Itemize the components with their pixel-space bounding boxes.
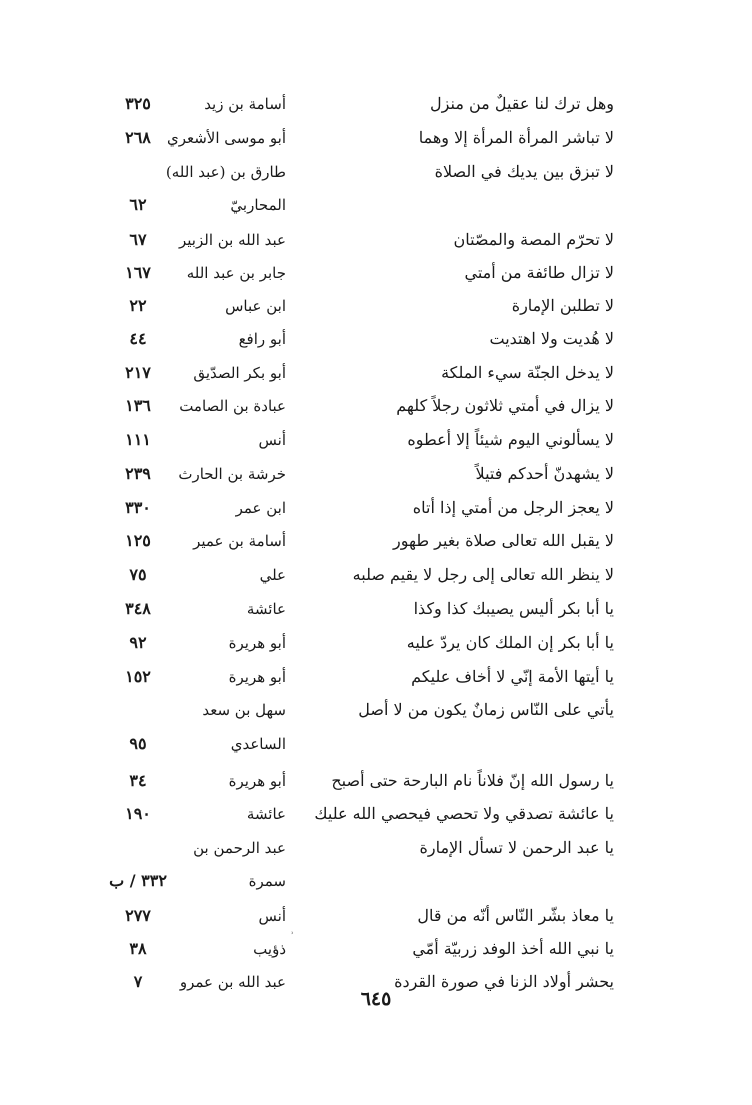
index-row [0, 693, 752, 727]
page-ref: ٧ [133, 972, 143, 991]
index-row [0, 87, 752, 121]
narrator-name: ذؤيب [253, 940, 286, 958]
hadith-text: لا هُديت ولا اهتديت [489, 329, 614, 348]
hadith-text: يا عائشة تصدقي ولا تحصي فيحصي الله عليك [314, 804, 614, 823]
hadith-text: لا يدخل الجنّة سيء الملكة [441, 363, 614, 382]
narrator-name: المحاربيّ [230, 196, 286, 214]
narrator-name: ابن عباس [225, 297, 286, 315]
index-row [0, 727, 752, 761]
index-row [0, 356, 752, 390]
page-ref: ٧٥ [129, 565, 147, 584]
narrator-name: علي [259, 566, 286, 584]
hadith-text: لا تحرّم المصة والمصّتان [453, 230, 614, 249]
hadith-text: وهل ترك لنا عقيلٌ من منزل [430, 94, 614, 113]
page-ref: ٣٤ [129, 771, 147, 790]
page-ref: ١٣٦ [125, 396, 151, 415]
narrator-name: ابن عمر [235, 499, 286, 517]
page-ref: ٤٤ [129, 329, 147, 348]
page-ref: ٣٤٨ [125, 599, 151, 618]
index-row [0, 457, 752, 491]
narrator-name: أسامة بن عمير [193, 532, 286, 550]
hadith-text: لا تزال طائفة من أمتي [464, 263, 614, 282]
page-ref: ٢٦٨ [125, 128, 151, 147]
narrator-name: عبد الرحمن بن [193, 839, 286, 857]
index-row [0, 626, 752, 660]
narrator-name: سهل بن سعد [202, 701, 286, 719]
narrator-name: عائشة [246, 600, 286, 618]
narrator-name: أبو رافع [238, 330, 286, 348]
index-row [0, 932, 752, 966]
index-row [0, 188, 752, 222]
hadith-text: يا أيتها الأمة إنّي لا أخاف عليكم [411, 667, 614, 686]
page-ref: ١٢٥ [125, 531, 151, 550]
page-ref: ٦٢ [129, 195, 147, 214]
narrator-name: جابر بن عبد الله [186, 264, 286, 282]
narrator-name: أنس [258, 907, 286, 925]
hadith-text: لا يشهدنّ أحدكم فتيلاً [475, 464, 614, 483]
index-row [0, 660, 752, 694]
hadith-text: لا ينظر الله تعالى إلى رجل لا يقيم صلبه [352, 565, 614, 584]
page-ref: ٣٢٥ [125, 94, 151, 113]
page-ref: ٢٣٩ [125, 464, 151, 483]
hadith-text: لا تطلبن الإمارة [511, 296, 614, 315]
narrator-name: أبو هريرة [228, 634, 286, 652]
margin-mark: ʾ [291, 931, 295, 942]
narrator-name: أبو بكر الصدّيق [193, 364, 286, 382]
hadith-text: لا يزال في أمتي ثلاثون رجلاً كلهم [396, 396, 614, 415]
hadith-text: يا رسول الله إنّ فلاناً نام البارحة حتى أصبح [331, 771, 614, 790]
narrator-name: عبادة بن الصامت [179, 397, 286, 415]
page-ref: ٢٧٧ [125, 906, 151, 925]
index-row [0, 491, 752, 525]
page-ref: ١٩٠ [125, 804, 151, 823]
narrator-name: أبو هريرة [228, 772, 286, 790]
narrator-name: أنس [258, 431, 286, 449]
hadith-text: لا تباشر المرأة المرأة إلا وهما [418, 128, 614, 147]
index-row [0, 764, 752, 798]
narrator-name: خرشة بن الحارث [178, 465, 286, 483]
narrator-name: عبد الله بن الزبير [179, 231, 286, 249]
index-row [0, 121, 752, 155]
hadith-text: يا أبا بكر أليس يصيبك كذا وكذا [413, 599, 614, 618]
page-ref: ١٥٢ [125, 667, 151, 686]
page-ref: ٣٨ [129, 939, 147, 958]
index-row [0, 322, 752, 356]
hadith-text: يا عبد الرحمن لا تسأل الإمارة [419, 838, 614, 857]
index-row [0, 289, 752, 323]
index-row [0, 797, 752, 831]
hadith-text: لا يعجز الرجل من أمتي إذا أتاه [412, 498, 614, 517]
narrator-name: أبو موسى الأشعري [166, 129, 286, 147]
hadith-text: لا يسألوني اليوم شيئاً إلا أعطوه [407, 430, 614, 449]
narrator-name: أسامة بن زيد [204, 95, 286, 113]
page-ref: ٢٢ [129, 296, 147, 315]
hadith-text: لا يقبل الله تعالى صلاة بغير طهور [392, 531, 614, 550]
index-row [0, 524, 752, 558]
narrator-name: سمرة [248, 872, 286, 890]
hadith-text: لا تبزق بين يديك في الصلاة [434, 162, 614, 181]
hadith-text: يا نبي الله أخذ الوفد زربيّة أمّي [412, 939, 614, 958]
index-row [0, 831, 752, 865]
page-ref: ١٦٧ [125, 263, 151, 282]
index-row [0, 223, 752, 257]
index-row [0, 899, 752, 933]
page-ref: ٣٣٠ [125, 498, 151, 517]
narrator-name: عائشة [246, 805, 286, 823]
page-ref: ٢١٧ [125, 363, 151, 382]
page-ref: ٣٣٢ / ب [109, 871, 167, 890]
index-row [0, 155, 752, 189]
hadith-text: يحشر أولاد الزنا في صورة القردة [394, 972, 614, 991]
page-ref: ٩٢ [129, 633, 147, 652]
index-row [0, 864, 752, 898]
index-row [0, 256, 752, 290]
index-row [0, 389, 752, 423]
hadith-text: يا معاذ بشّر النّاس أنّه من قال [417, 906, 614, 925]
page-number: ٦٤٥ [360, 988, 392, 1010]
index-row [0, 592, 752, 626]
narrator-name: أبو هريرة [228, 668, 286, 686]
page-ref: ٩٥ [129, 734, 147, 753]
hadith-text: يا أبا بكر إن الملك كان يردّ عليه [406, 633, 614, 652]
index-row [0, 423, 752, 457]
narrator-name: طارق بن (عبد الله) [165, 163, 286, 181]
index-row [0, 558, 752, 592]
hadith-text: يأتي على النّاس زمانٌ يكون من لا أصل [358, 700, 614, 719]
narrator-name: عبد الله بن عمرو [179, 973, 286, 991]
page-ref: ١١١ [125, 430, 151, 449]
narrator-name: الساعدي [230, 735, 286, 753]
page-ref: ٦٧ [129, 230, 147, 249]
